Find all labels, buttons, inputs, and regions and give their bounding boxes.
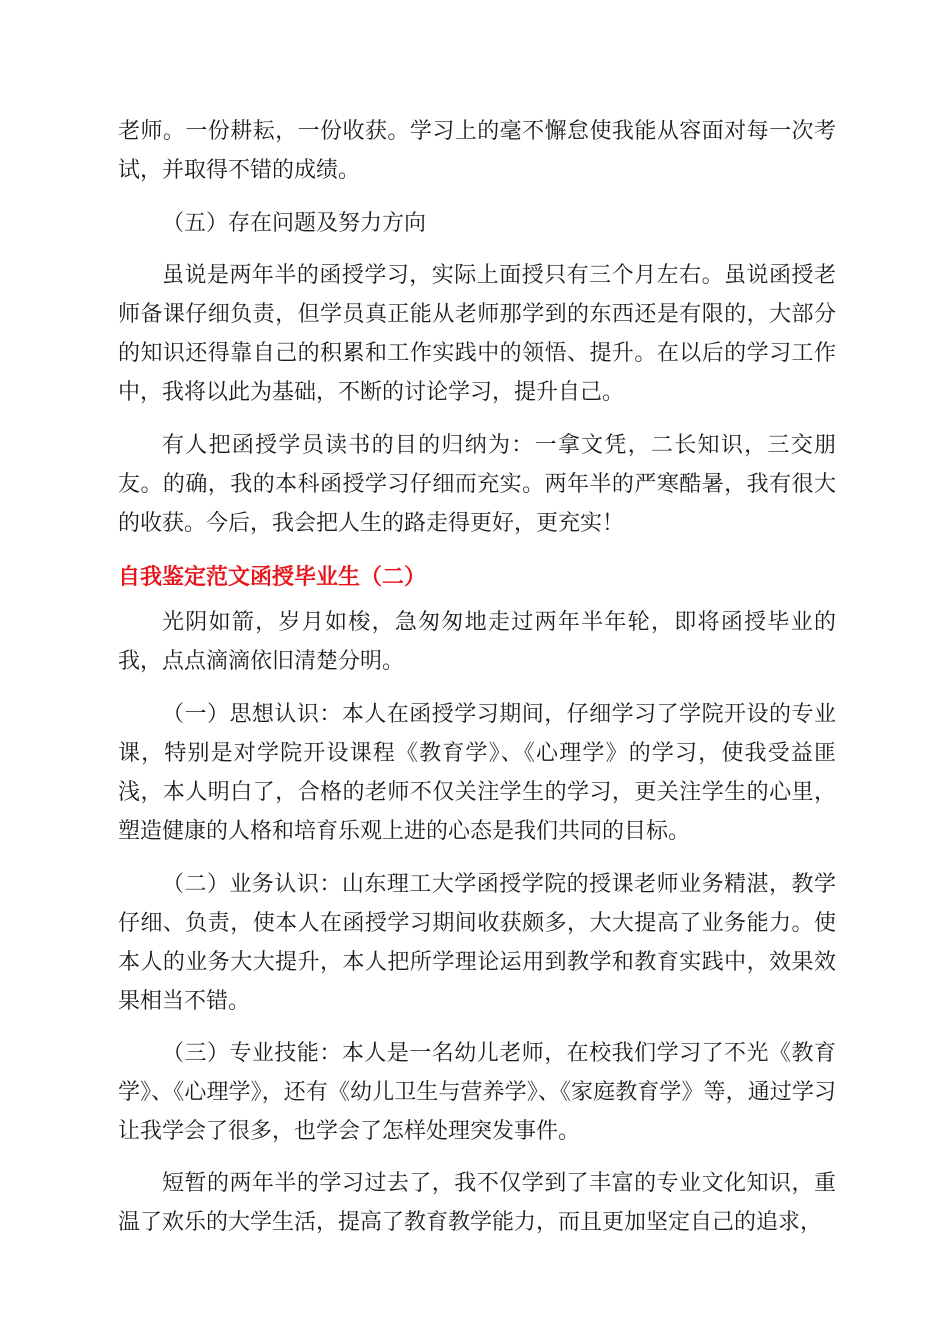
paragraph-skills: （三）专业技能：本人是一名幼儿老师，在校我们学习了不光《教育学》、《心理学》，还有《幼儿卫生与营养学》、《家庭教育学》等，通过学习让我学会了很多，也学会了怎样处理突发事件。 — [118, 1041, 836, 1144]
paragraph-problems: 虽说是两年半的函授学习，实际上面授只有三个月左右。虽说函授老师备课仔细负责，但学员真正能从老师那学到的东西还是有限的，大部分的知识还得靠自己的积累和工作实践中的领悟、提升。在以后的学习工作中，我将以此为基础，不断的讨论学习，提升自己。 — [118, 263, 836, 405]
section-heading: 自我鉴定范文函授毕业生（二） — [118, 565, 427, 590]
paragraph-ideology: （一）思想认识：本人在函授学习期间，仔细学习了学院开设的专业课，特别是对学院开设课程《教育学》、《心理学》的学习，使我受益匪浅，本人明白了，合格的老师不仅关注学生的学习，更关注学生的心里，塑造健康的人格和培育乐观上进的心态是我们共同的目标。 — [118, 702, 836, 844]
paragraph-summary: 短暂的两年半的学习过去了，我不仅学到了丰富的专业文化知识，重温了欢乐的大学生活，提高了教育教学能力，而且更加坚定自己的追求， — [118, 1171, 836, 1235]
paragraph-conclusion: 有人把函授学员读书的目的归纳为：一拿文凭，二长知识，三交朋友。的确，我的本科函授学习仔细而充实。两年半的严寒酷暑，我有很大的收获。今后，我会把人生的路走得更好，更充实！ — [118, 433, 836, 536]
subheading-problems: （五）存在问题及努力方向 — [162, 211, 427, 236]
paragraph-continuation: 老师。一份耕耘，一份收获。学习上的毫不懈怠使我能从容面对每一次考试，并取得不错的成绩。 — [118, 119, 836, 183]
paragraph-intro: 光阴如箭，岁月如梭，急匆匆地走过两年半年轮，即将函授毕业的我，点点滴滴依旧清楚分明。 — [118, 610, 836, 674]
paragraph-business: （二）业务认识：山东理工大学函授学院的授课老师业务精湛，教学仔细、负责，使本人在函授学习期间收获颇多，大大提高了业务能力。使本人的业务大大提升，本人把所学理论运用到教学和教育实践中，效果效果相当不错。 — [118, 872, 836, 1014]
